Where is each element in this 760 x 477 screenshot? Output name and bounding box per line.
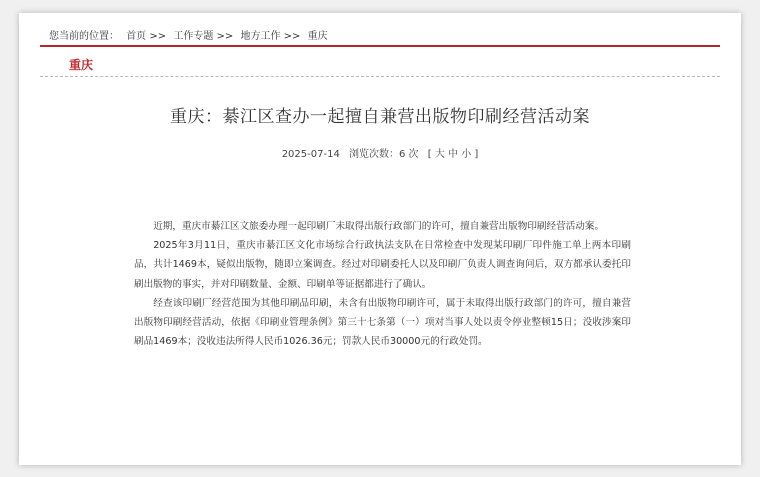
breadcrumb-label: 您当前的位置：	[49, 31, 119, 42]
article-paragraph: 经查该印刷厂经营范围为其他印刷品印刷，未含有出版物印刷许可，属于未取得出版行政部门的许可，擅自兼营出版物印刷经营活动，依据《印刷业管理条例》第三十七条第（一）项对当事人处以责令停业整顿15日；没收涉案印刷品1469本；没收违法所得人民币1026.36元；罚款人民币30000元的行政处罚。	[134, 297, 631, 348]
section-divider	[40, 76, 720, 77]
article-title: 重庆：綦江区查办一起擅自兼营出版物印刷经营活动案	[170, 107, 590, 127]
section-title: 重庆	[69, 58, 94, 72]
font-size-small-link[interactable]: 小	[461, 149, 472, 160]
header-divider	[40, 45, 720, 47]
breadcrumb-chongqing-link[interactable]: 重庆	[307, 31, 328, 42]
breadcrumb-separator: >>	[149, 31, 167, 42]
view-count: 浏览次数：6 次	[349, 149, 419, 160]
font-size-bracket-open: [	[427, 149, 432, 160]
font-size-medium-link[interactable]: 中	[448, 149, 459, 160]
breadcrumb	[49, 27, 328, 42]
breadcrumb-separator: >>	[283, 31, 301, 42]
article-meta	[19, 145, 741, 160]
breadcrumb-home-link[interactable]: 首页	[126, 31, 147, 42]
article-paragraph: 2025年3月11日，重庆市綦江区文化市场综合行政执法支队在日常检查中发现某印刷厂印件施工单上两本印刷品，共计1469本，疑似出版物，随即立案调查。经过对印刷委托人以及印刷厂负责人调查询问后，双方都承认委托印刷出版物的事实，并对印刷数量、金额、印刷单等证据都进行了确认。	[134, 240, 631, 290]
font-size-control	[428, 149, 479, 160]
font-size-large-link[interactable]: 大	[434, 149, 445, 160]
breadcrumb-topics-link[interactable]: 工作专题	[173, 31, 214, 42]
breadcrumb-separator: >>	[216, 31, 234, 42]
font-size-bracket-close: ]	[474, 149, 479, 160]
breadcrumb-local-work-link[interactable]: 地方工作	[240, 31, 281, 42]
content-panel	[19, 13, 741, 465]
publish-date: 2025-07-14	[281, 149, 340, 160]
article-paragraph: 近期，重庆市綦江区文旅委办理一起印刷厂未取得出版行政部门的许可，擅自兼营出版物印刷经营活动案。	[153, 221, 605, 232]
article-body	[134, 217, 631, 351]
